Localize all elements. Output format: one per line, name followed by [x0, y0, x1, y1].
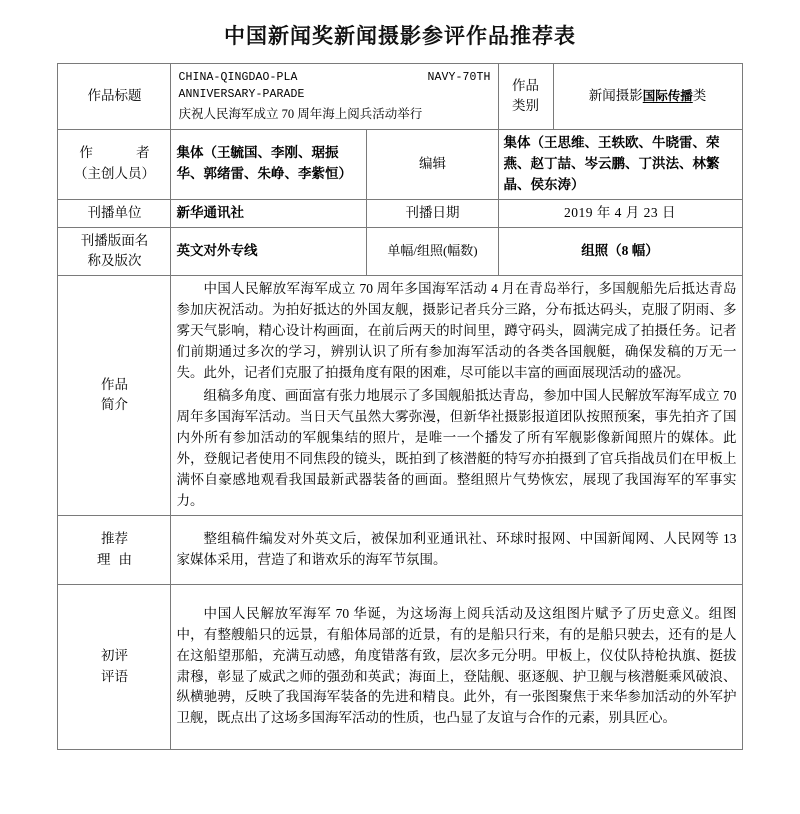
page-title: 中国新闻奖新闻摄影参评作品推荐表 — [224, 25, 576, 48]
publisher-label: 刊播单位 — [58, 199, 171, 227]
work-category-label-line2: 类别 — [512, 98, 539, 114]
work-title-label — [58, 64, 171, 130]
review-paragraph: 中国人民解放军海军 70 华诞，为这场海上阅兵活动及这组图片赋予了历史意义。组图中，有整艘船只的远景，有船体局部的近景，有的是船只行来，有的是船只驶去，还有的是人在这船望那船，充满互动感，角度错落有致，层次多元分明。甲板上，仪仗队持枪执旗、挺拔肃穆，彰显了威武之师的强劲和英武；海面上，登陆舰、驱逐舰、护卫舰与核潜艇乘风破浪、纵横驰骋，反映了我国海军装备的先进和精良。此外，有一张图聚焦于来华参加活动的外军护卫舰，既点出了这场多国海军活动的性质，也凸显了友谊与合作的元素，别具匠心。 — [176, 605, 737, 726]
summary-label — [58, 276, 171, 515]
recommendation-paragraph: 整组稿件编发对外英文后，被保加利亚通讯社、环球时报网、中国新闻网、人民网等 13 家媒体采用，营造了和谐欢乐的海军节氛围。 — [176, 530, 737, 567]
summary-label-line2: 简介 — [100, 397, 128, 413]
table-row-edition — [58, 227, 742, 276]
summary-body — [171, 276, 742, 515]
recommendation-label — [58, 515, 171, 584]
work-category-prefix: 新闻摄影 — [588, 87, 643, 103]
work-category-suffix: 类 — [692, 87, 707, 103]
editor-label: 编辑 — [367, 129, 498, 199]
work-category-underlined: 国际传播 — [642, 88, 693, 103]
table-row-publisher — [58, 199, 742, 227]
photo-count-label: 单幅/组照(幅数) — [367, 227, 498, 276]
table-row-work-title — [58, 64, 742, 130]
work-category-value — [553, 64, 742, 130]
summary-paragraph: 中国人民解放军海军成立 70 周年多国海军活动 4 月在青岛举行，多国舰船先后抵达青岛参加庆祝活动。为拍好抵达的外国友舰，摄影记者兵分三路，分布抵达码头，克服了阴雨、多雾天气影响，精心设计构画面，在前后两天的时间里，蹲守码头，圆满完成了拍摄任务。记者们前期通过多次的学习，辨别认识了所有参加海军活动的各类各国舰艇，确保发稿的万无一失。此外，记者们克服了拍摄角度有限的困难，尽可能以丰富的画面展现活动的盛况。 — [176, 281, 737, 381]
author-label-line2: （主创人员） — [73, 166, 155, 182]
recommendation-label-line1: 推荐 — [100, 530, 128, 546]
table-row-recommendation — [58, 515, 742, 584]
work-category-label — [498, 64, 553, 130]
review-label-line2: 评语 — [100, 668, 128, 684]
work-title-en-right: NAVY-70TH — [427, 71, 491, 84]
publish-date-label: 刊播日期 — [367, 199, 498, 227]
work-title-en-left: CHINA-QINGDAO-PLA — [178, 71, 298, 84]
publish-date-value: 2019 年 4 月 23 日 — [498, 199, 742, 227]
review-label-line1: 初评 — [100, 647, 128, 663]
editor-value: 集体（王思维、王轶欧、牛晓雷、荣燕、赵丁喆、岑云鹏、丁洪法、林繁晶、侯东涛） — [498, 129, 742, 199]
work-title-value-cell — [171, 64, 498, 130]
table-row-summary — [58, 276, 742, 515]
review-label — [58, 584, 171, 749]
publisher-value: 新华通讯社 — [171, 199, 367, 227]
recommendation-body — [171, 515, 742, 584]
author-label-line1: 作 者 — [79, 145, 150, 161]
photo-count-value: 组照（8 幅） — [498, 227, 742, 276]
summary-paragraph: 组稿多角度、画面富有张力地展示了多国舰船抵达青岛，参加中国人民解放军海军成立 70 周年多国海军活动。当日天气虽然大雾弥漫，但新华社摄影报道团队按照预案，事先拍齐了国内外所有参加活动的军舰集结的照片，是唯一一个播发了所有军舰影像新闻照片的媒体。此外，登舰记者使用不同焦段的镜头，既拍到了核潜艇的特写亦拍摄到了官兵指战员们在甲板上满怀自豪感地观看我国最新武器装备的画面。整组照片气势恢宏，展现了我国海军的军事实力。 — [176, 388, 737, 508]
recommendation-label-line2: 理由 — [96, 551, 133, 567]
author-label — [58, 129, 171, 199]
review-body — [171, 584, 742, 749]
work-category-label-line1: 作品 — [512, 77, 539, 93]
work-title-en-line1 — [178, 69, 490, 86]
work-title-label-text: 作品标题 — [87, 87, 142, 103]
table-row-author — [58, 129, 742, 199]
table-row-review — [58, 584, 742, 749]
edition-label-line1: 刊播版面名 — [80, 232, 149, 248]
recommendation-form-table — [57, 63, 742, 750]
work-title-cn: 庆祝人民海军成立 70 周年海上阅兵活动举行 — [178, 106, 423, 121]
author-value: 集体（王毓国、李刚、琚振华、郭绪雷、朱峥、李紫恒） — [171, 129, 367, 199]
edition-label-line2: 称及版次 — [87, 253, 142, 269]
summary-label-line1: 作品 — [100, 376, 128, 392]
edition-value: 英文对外专线 — [171, 227, 367, 276]
edition-label — [58, 227, 171, 276]
work-title-en-line2: ANNIVERSARY-PARADE — [178, 88, 305, 102]
